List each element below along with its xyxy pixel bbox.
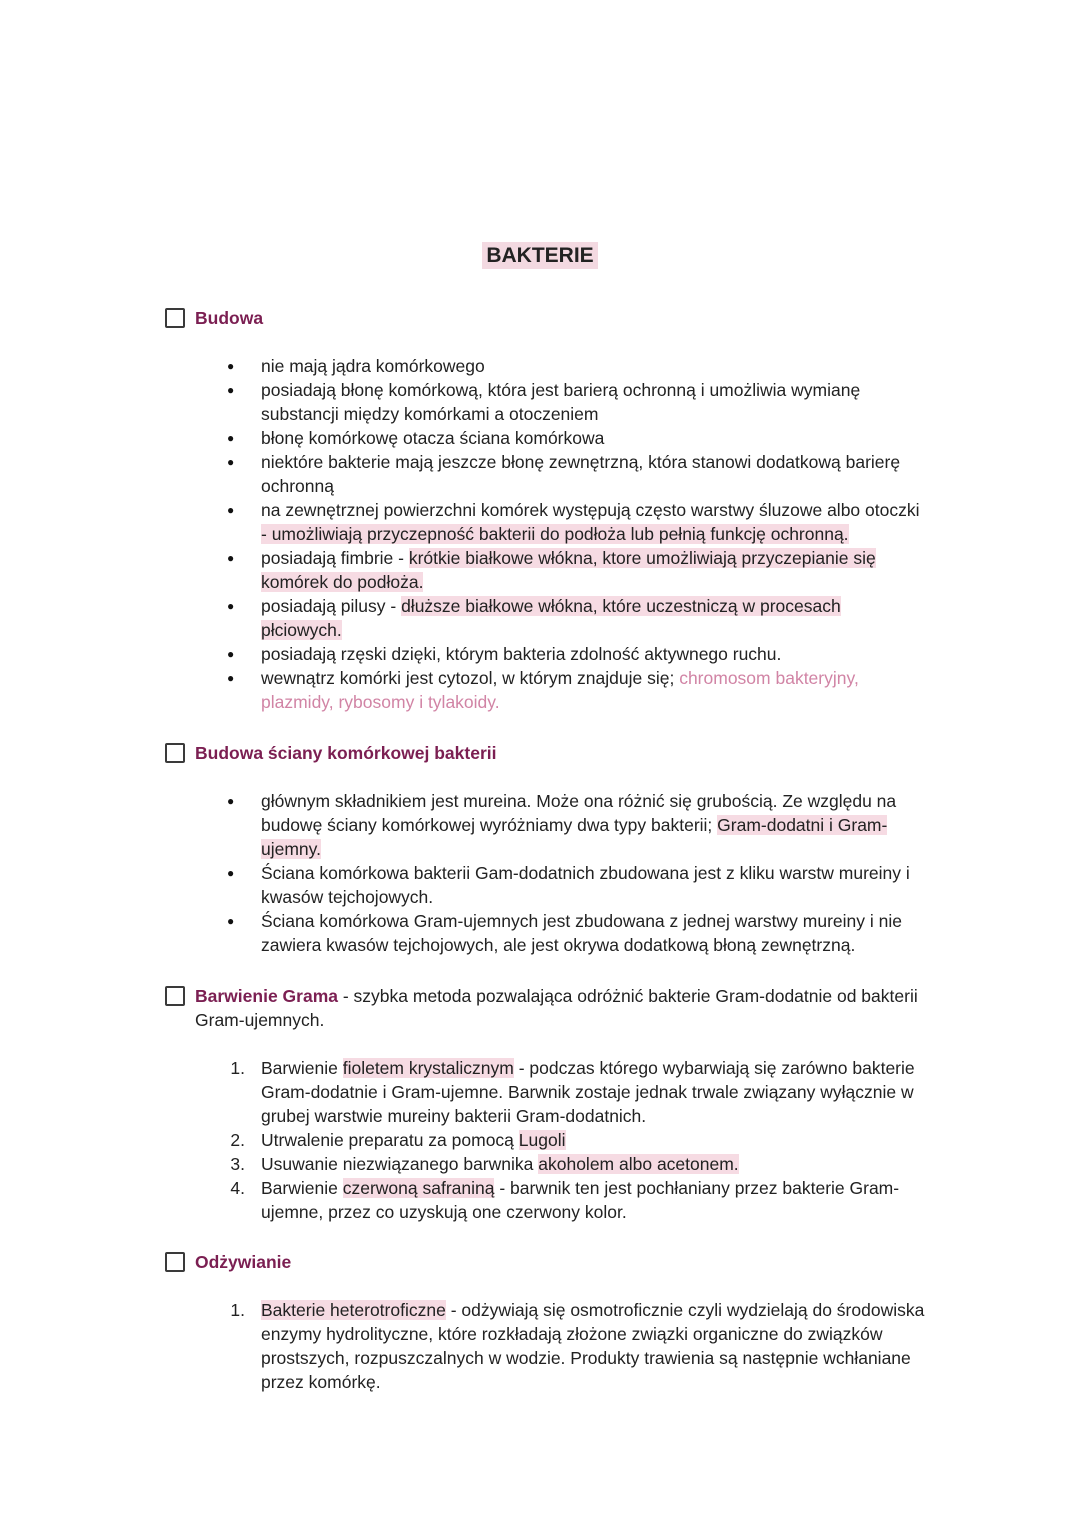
heading-budowa: Budowa bbox=[195, 308, 264, 328]
list-item: ● błonę komórkowę otacza ściana komórkowa bbox=[225, 426, 925, 450]
list-item: ● posiadają rzęski dzięki, którym bakteria zdolność aktywnego ruchu. bbox=[225, 642, 925, 666]
section-sciana bbox=[165, 741, 965, 957]
highlight: Bakterie heterotroficzne bbox=[261, 1300, 446, 1320]
checkbox-icon[interactable] bbox=[165, 743, 185, 763]
list-item: ● wewnątrz komórki jest cytozol, w którym znajduje się; chromosom bakteryjny, plazmidy, rybosomy i tylakoidy. bbox=[225, 666, 925, 714]
checkbox-icon[interactable] bbox=[165, 1252, 185, 1272]
section-odzywianie bbox=[165, 1250, 965, 1394]
highlight: czerwoną safraniną bbox=[342, 1178, 495, 1198]
checkbox-icon[interactable] bbox=[165, 308, 185, 328]
list-item: ● posiadają pilusy - dłuższe białkowe włókna, które uczestniczą w procesach płciowych. bbox=[225, 594, 925, 642]
list-item: 1. Barwienie fioletem krystalicznym - podczas którego wybarwiają się zarówno bakterie Gram-dodatnie i Gram-ujemne. Barwnik zostaje jednak trwale związany wyłącznie w grubej warstwie mureiny bakterii Gram-dodatnich. bbox=[230, 1058, 915, 1126]
page-title bbox=[0, 244, 1080, 268]
title-text: BAKTERIE bbox=[482, 242, 597, 269]
highlight: - umożliwiają przyczepność bakterii do podłoża lub pełnią funkcję ochronną. bbox=[261, 524, 849, 544]
heading-description: - szybka metoda pozwalająca odróżnić bakterie Gram-dodatnie od bakterii Gram-ujemnych. bbox=[195, 986, 918, 1030]
list-item: ● głównym składnikiem jest mureina. Może ona różnić się grubością. Ze względu na budowę ściany komórkowej wyróżniamy dwa typy bakterii; Gram-dodatni i Gram-ujemny. bbox=[225, 789, 925, 861]
section-budowa bbox=[165, 306, 965, 714]
list-item: ● Ściana komórkowa Gram-ujemnych jest zbudowana z jednej warstwy mureiny i nie zawiera kwasów tejchojowych, ale jest okrywa dodatkową błoną zewnętrzną. bbox=[225, 909, 925, 957]
list-item: 1. Bakterie heterotroficzne - odżywiają się osmotroficznie czyli wydzielają do środowiska enzymy hydrolityczne, które rozkładają złożone związki organiczne do związków prostszych, rozpuszczalnych w wodzie. Produkty trawienia są następnie wchłaniane przez komórkę. bbox=[230, 1300, 925, 1392]
list-item: ● na zewnętrznej powierzchni komórek występują często warstwy śluzowe albo otoczki - umożliwiają przyczepność bakterii do podłoża lub pełnią funkcję ochronną. bbox=[225, 498, 925, 546]
list-item: ● Ściana komórkowa bakterii Gam-dodatnich zbudowana jest z kliku warstw mureiny i kwasów tejchojowych. bbox=[225, 861, 925, 909]
list-item: ● nie mają jądra komórkowego bbox=[225, 354, 925, 378]
highlight: Gram-dodatni i Gram-ujemny. bbox=[261, 815, 888, 859]
list-item: 2. Utrwalenie preparatu za pomocą Lugoli bbox=[230, 1130, 566, 1150]
section-heading bbox=[165, 984, 965, 1032]
highlight: akoholem albo acetonem. bbox=[538, 1154, 739, 1174]
section-heading bbox=[165, 306, 965, 330]
section-heading bbox=[165, 1250, 965, 1274]
pink-text: chromosom bakteryjny, plazmidy, rybosomy i tylakoidy. bbox=[261, 668, 859, 712]
highlight: dłuższe białkowe włókna, które uczestniczą w procesach płciowych. bbox=[261, 596, 841, 640]
list-item: ● posiadają błonę komórkową, która jest barierą ochronną i umożliwia wymianę substancji między komórkami a otoczeniem bbox=[225, 378, 925, 426]
highlight: fioletem krystalicznym bbox=[342, 1058, 514, 1078]
list-item: 3. Usuwanie niezwiązanego barwnika akoholem albo acetonem. bbox=[230, 1154, 739, 1174]
section-heading bbox=[165, 741, 965, 765]
list-item: 4. Barwienie czerwoną safraniną - barwnik ten jest pochłaniany przez bakterie Gram-ujemne, przez co uzyskują one czerwony kolor. bbox=[230, 1178, 900, 1222]
checkbox-icon[interactable] bbox=[165, 986, 185, 1006]
heading-barwienie: Barwienie Grama bbox=[195, 986, 338, 1006]
heading-odzywianie: Odżywianie bbox=[195, 1252, 292, 1272]
highlight: krótkie białkowe włókna, ktore umożliwiają przyczepianie się komórek do podłoża. bbox=[261, 548, 876, 592]
section-barwienie bbox=[165, 984, 965, 1224]
list-item: ● posiadają fimbrie - krótkie białkowe włókna, ktore umożliwiają przyczepianie się komórek do podłoża. bbox=[225, 546, 925, 594]
heading-sciana: Budowa ściany komórkowej bakterii bbox=[195, 743, 497, 763]
highlight: Lugoli bbox=[518, 1130, 566, 1150]
list-item: ● niektóre bakterie mają jeszcze błonę zewnętrzną, która stanowi dodatkową barierę ochronną bbox=[225, 450, 925, 498]
